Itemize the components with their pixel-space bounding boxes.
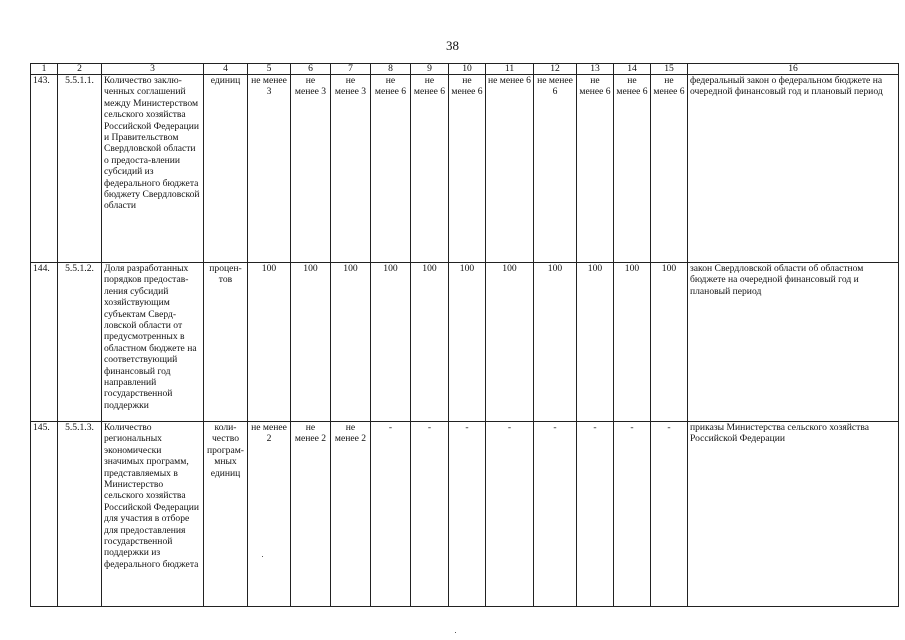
value-cell: не менее 6 bbox=[486, 75, 534, 263]
source-document: закон Свердловской области об областном бюджете на очередной финансовый год и плановый период bbox=[688, 263, 899, 422]
header-cell: 9 bbox=[411, 64, 449, 75]
scan-speck bbox=[262, 556, 263, 557]
value-cell: 100 bbox=[651, 263, 688, 422]
header-row bbox=[31, 64, 899, 75]
unit: процен-тов bbox=[204, 263, 248, 422]
header-cell: 13 bbox=[577, 64, 614, 75]
value-cell: 100 bbox=[614, 263, 651, 422]
value-cell: не менее 2 bbox=[291, 422, 331, 607]
header-cell: 7 bbox=[331, 64, 371, 75]
value-cell: не менее 2 bbox=[331, 422, 371, 607]
header-cell: 10 bbox=[449, 64, 486, 75]
unit: единиц bbox=[204, 75, 248, 263]
value-cell: - bbox=[411, 422, 449, 607]
value-cell: - bbox=[534, 422, 577, 607]
value-cell: 100 bbox=[248, 263, 291, 422]
value-cell: - bbox=[651, 422, 688, 607]
indicators-table bbox=[30, 63, 899, 607]
header-cell: 4 bbox=[204, 64, 248, 75]
value-cell: 100 bbox=[449, 263, 486, 422]
row-number: 144. bbox=[31, 263, 58, 422]
value-cell: не менее 6 bbox=[449, 75, 486, 263]
page-number: 38 bbox=[446, 38, 459, 53]
indicator-name: Количество заклю-ченных соглашений между Министерством сельского хозяйства Российской Федерации и Правительством Свердловской области о предоста-влении субсидий из федерального бюджета бюджету Свердловской области bbox=[102, 75, 204, 263]
value-cell: не менее 3 bbox=[291, 75, 331, 263]
value-cell: не менее 6 bbox=[651, 75, 688, 263]
value-cell: не менее 3 bbox=[248, 75, 291, 263]
value-cell: 100 bbox=[486, 263, 534, 422]
header-cell: 16 bbox=[688, 64, 899, 75]
header-cell: 8 bbox=[371, 64, 411, 75]
table-row bbox=[31, 263, 899, 422]
table-row bbox=[31, 75, 899, 263]
value-cell: 100 bbox=[291, 263, 331, 422]
unit: коли-чество програм-мных единиц bbox=[204, 422, 248, 607]
row-number: 143. bbox=[31, 75, 58, 263]
header-cell: 6 bbox=[291, 64, 331, 75]
header-cell: 2 bbox=[58, 64, 102, 75]
header-cell: 1 bbox=[31, 64, 58, 75]
value-cell: - bbox=[486, 422, 534, 607]
row-number: 145. bbox=[31, 422, 58, 607]
row-code: 5.5.1.3. bbox=[58, 422, 102, 607]
value-cell: 100 bbox=[534, 263, 577, 422]
value-cell: не менее 6 bbox=[371, 75, 411, 263]
scan-speck bbox=[455, 632, 456, 633]
header-cell: 14 bbox=[614, 64, 651, 75]
table-row bbox=[31, 422, 899, 607]
value-cell: 100 bbox=[371, 263, 411, 422]
row-code: 5.5.1.1. bbox=[58, 75, 102, 263]
value-cell: - bbox=[371, 422, 411, 607]
header-cell: 15 bbox=[651, 64, 688, 75]
value-cell: не менее 3 bbox=[331, 75, 371, 263]
value-cell: не менее 2 bbox=[248, 422, 291, 607]
value-cell: - bbox=[449, 422, 486, 607]
indicator-name: Доля разработанных порядков предостав-ления субсидий хозяйствующим субъектам Сверд-ловской области от предусмотренных в областном бюджете на соответствующий финансовый год направлений государственной поддержки bbox=[102, 263, 204, 422]
header-cell: 3 bbox=[102, 64, 204, 75]
value-cell: не менее 6 bbox=[411, 75, 449, 263]
header-cell: 11 bbox=[486, 64, 534, 75]
header-cell: 5 bbox=[248, 64, 291, 75]
value-cell: 100 bbox=[577, 263, 614, 422]
value-cell: 100 bbox=[331, 263, 371, 422]
value-cell: не менее 6 bbox=[534, 75, 577, 263]
value-cell: не менее 6 bbox=[577, 75, 614, 263]
indicator-name: Количество региональных экономически значимых программ, представляемых в Министерство сельского хозяйства Российской Федерации для участия в отборе для предоставления государственной поддержки из федерального бюджета bbox=[102, 422, 204, 607]
source-document: приказы Министерства сельского хозяйства Российской Федерации bbox=[688, 422, 899, 607]
value-cell: - bbox=[577, 422, 614, 607]
header-cell: 12 bbox=[534, 64, 577, 75]
row-code: 5.5.1.2. bbox=[58, 263, 102, 422]
value-cell: 100 bbox=[411, 263, 449, 422]
value-cell: - bbox=[614, 422, 651, 607]
source-document: федеральный закон о федеральном бюджете на очередной финансовый год и плановый период bbox=[688, 75, 899, 263]
value-cell: не менее 6 bbox=[614, 75, 651, 263]
